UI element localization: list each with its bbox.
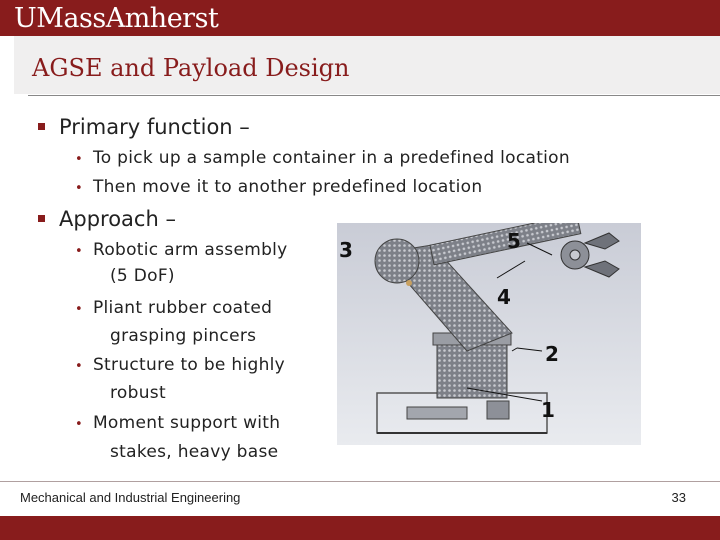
sub-bullet-continuation: (5 DoF) [110, 266, 175, 286]
dot-bullet-icon: • [75, 244, 83, 259]
sub-bullet [75, 176, 482, 200]
sub-bullet-continuation: stakes, heavy base [110, 442, 279, 462]
dot-bullet-icon: • [75, 181, 83, 196]
callout-4: 4 [497, 285, 511, 309]
page-number: 33 [671, 490, 686, 505]
bullet-primary-function [38, 114, 250, 140]
callout-3: 3 [339, 238, 353, 262]
sub-bullet-continuation: robust [110, 383, 166, 403]
sub-bullet-continuation: grasping pincers [110, 326, 257, 346]
footer-divider [0, 481, 720, 482]
bullet-label: Primary function – [59, 115, 250, 139]
square-bullet-icon [38, 123, 45, 130]
sub-bullet-text: Structure to be highly [92, 355, 286, 375]
dot-bullet-icon: • [75, 302, 83, 317]
sub-bullet [75, 239, 288, 263]
callout-5: 5 [507, 229, 521, 253]
sub-bullet [75, 297, 272, 321]
bullet-label: Approach – [59, 207, 176, 231]
sub-bullet-text: Pliant rubber coated [92, 298, 273, 318]
callout-2: 2 [545, 342, 559, 366]
sub-bullet [75, 354, 285, 378]
sub-bullet-text: Robotic arm assembly [92, 240, 288, 260]
dot-bullet-icon: • [75, 417, 83, 432]
dot-bullet-icon: • [75, 359, 83, 374]
sub-bullet [75, 412, 280, 436]
dot-bullet-icon: • [75, 152, 83, 167]
sub-bullet-text: Moment support with [92, 413, 281, 433]
footer-bar [0, 516, 720, 540]
sub-bullet-text: To pick up a sample container in a predefined location [92, 148, 570, 168]
footer-department: Mechanical and Industrial Engineering [20, 490, 241, 505]
brand-logo: UMassAmherst [14, 3, 219, 34]
title-divider [28, 95, 720, 96]
sub-bullet [75, 147, 570, 171]
turntable [437, 343, 507, 398]
bullet-approach [38, 206, 176, 232]
slide-title: AGSE and Payload Design [32, 54, 350, 82]
sub-bullet-text: Then move it to another predefined location [92, 177, 483, 197]
header-bar [0, 0, 720, 36]
callout-1: 1 [541, 398, 555, 422]
square-bullet-icon [38, 215, 45, 222]
robotic-arm-image [337, 223, 641, 445]
